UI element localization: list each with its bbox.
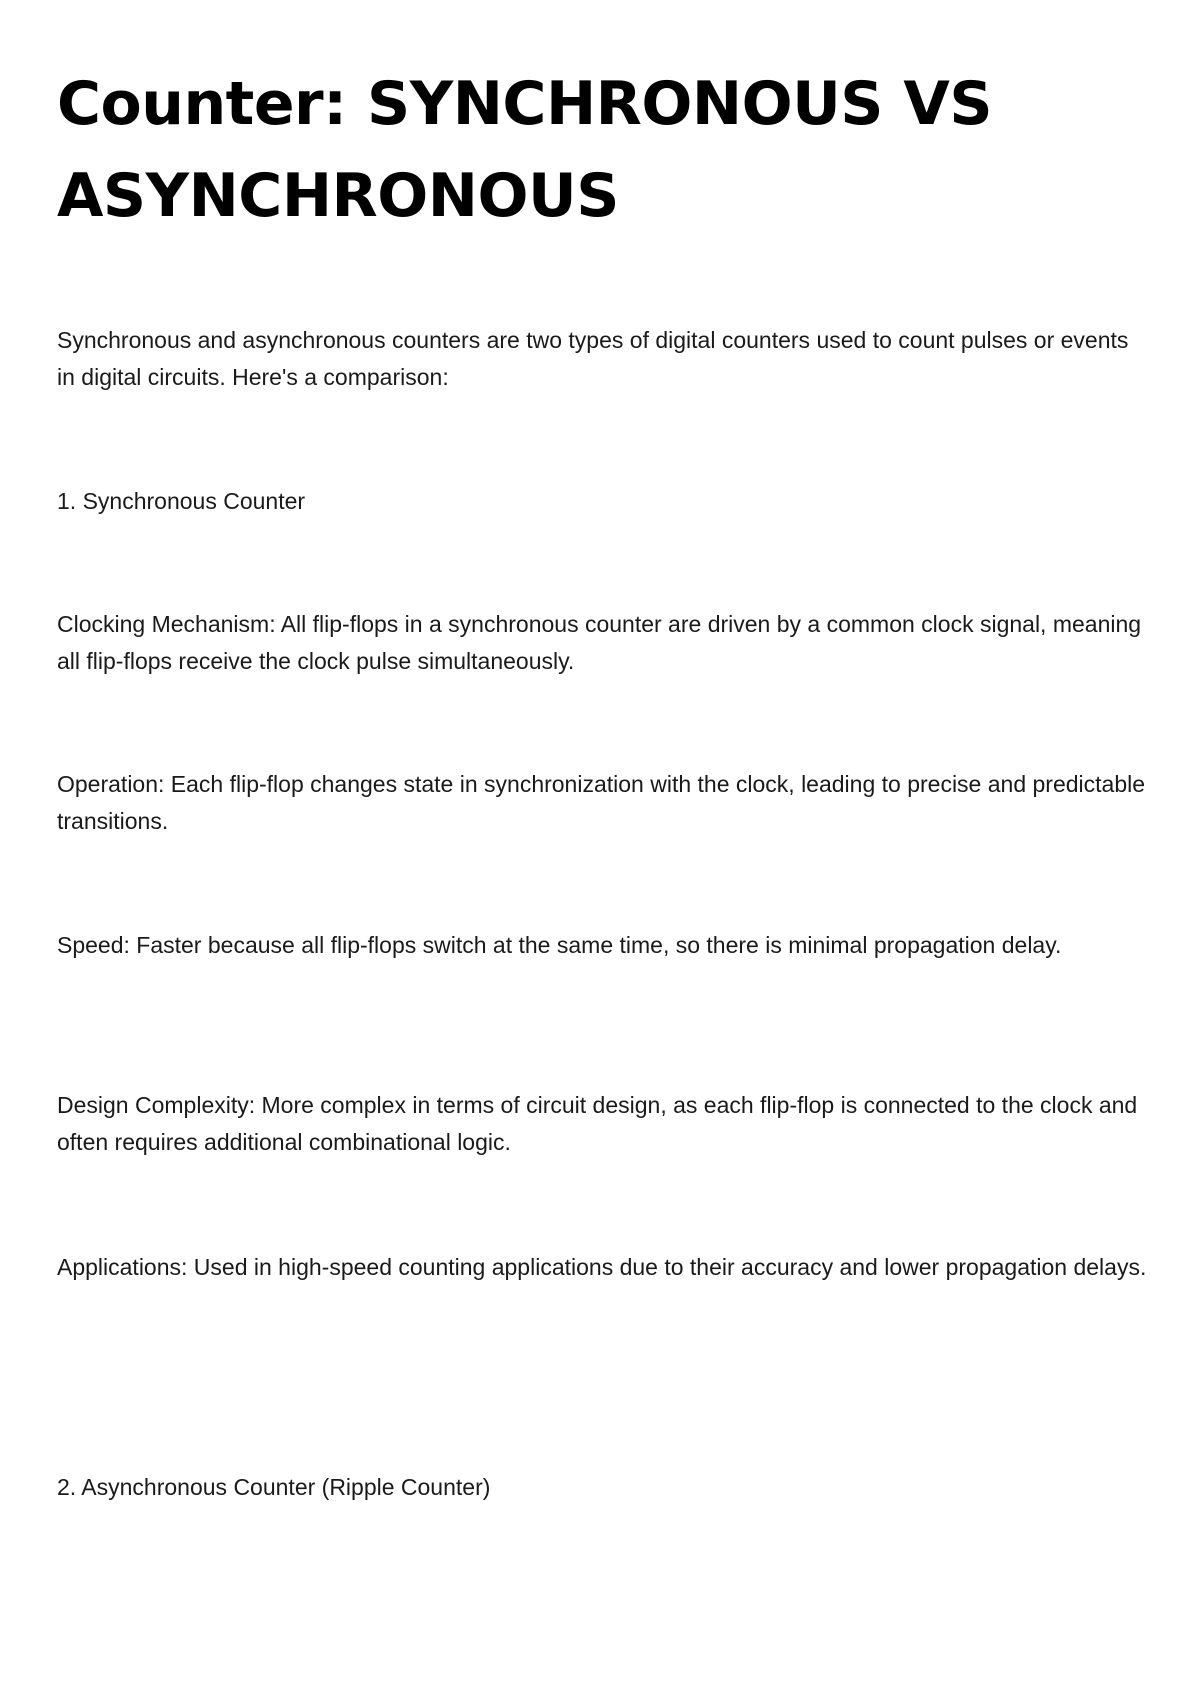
intro-paragraph: Synchronous and asynchronous counters are two types of digital counters used to count pulses or events in digital circuits. Here's a comparison:	[57, 327, 1129, 390]
section-heading-synchronous: 1. Synchronous Counter	[57, 488, 306, 514]
design-complexity-paragraph: Design Complexity: More complex in terms of circuit design, as each flip-flop is connected to the clock and often requires additional combinational logic.	[57, 1092, 1138, 1155]
operation-paragraph: Operation: Each flip-flop changes state in synchronization with the clock, leading to precise and predictable transitions.	[57, 771, 1146, 834]
section-heading-asynchronous: 2. Asynchronous Counter (Ripple Counter)	[57, 1474, 491, 1500]
clocking-mechanism-paragraph: Clocking Mechanism: All flip-flops in a synchronous counter are driven by a common clock signal, meaning all flip-flops receive the clock pulse simultaneously.	[57, 611, 1142, 674]
page-title: Counter: SYNCHRONOUS VS ASYNCHRONOUS	[57, 69, 993, 231]
applications-paragraph: Applications: Used in high-speed counting applications due to their accuracy and lower propagation delays.	[57, 1254, 1147, 1280]
speed-paragraph: Speed: Faster because all flip-flops switch at the same time, so there is minimal propagation delay.	[57, 932, 1062, 958]
